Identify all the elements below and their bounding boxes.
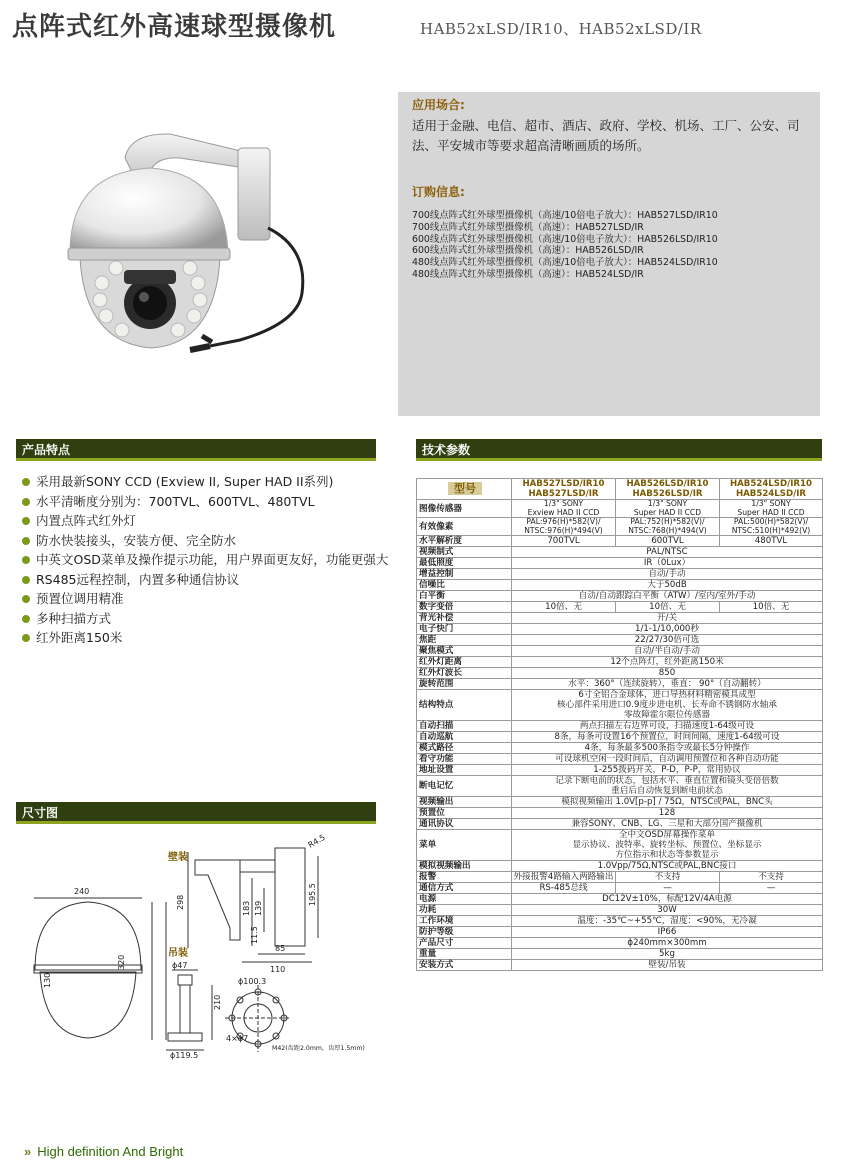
spec-row-label: 工作环境 [417, 916, 512, 927]
spec-row-label: 电子快门 [417, 624, 512, 635]
spec-row [417, 776, 823, 797]
spec-cell-line: 22/27/30倍可选 [634, 635, 700, 645]
spec-row-label: 模拟视频输出 [417, 861, 512, 872]
spec-row-value [512, 602, 616, 613]
spec-cell-line: 温度：-35℃~+55℃，湿度：<90%，无冷凝 [577, 916, 757, 926]
ordering-item: 480线点阵式红外球型摄像机（高速/10倍电子放大）：HAB524LSD/IR10 [412, 257, 718, 269]
double-chevron-icon: » [24, 1144, 32, 1159]
spec-cell-line: HAB527LSD/IR10 [522, 479, 605, 489]
spec-row-value [512, 732, 823, 743]
spec-row-label: 视频输出 [417, 797, 512, 808]
dim-139: 139 [254, 900, 263, 916]
ordering-item: 600线点阵式红外球型摄像机（高速）：HAB526LSD/IR [412, 245, 644, 257]
spec-row-value [512, 690, 823, 721]
spec-row-value [512, 765, 823, 776]
spec-row-value [512, 949, 823, 960]
spec-cell-line: 方位指示和状态等参数显示 [615, 850, 719, 860]
spec-cell-line: Exview HAD II CCD [527, 507, 600, 517]
spec-cell-line: 1.0Vpp/75Ω,NTSC或PAL,BNC接口 [597, 861, 737, 871]
spec-row-value [512, 754, 823, 765]
feature-item: 防水快装接头，安装方便、完全防水 [20, 531, 390, 551]
spec-row-value [512, 905, 823, 916]
spec-row-label: 图像传感器 [417, 500, 512, 518]
pendant-mount-label: 吊装 [168, 948, 188, 959]
page-title: 点阵式红外高速球型摄像机 [12, 12, 337, 42]
spec-row [417, 916, 823, 927]
dim-130: 130 [43, 972, 52, 988]
spec-row-label: 增益控制 [417, 569, 512, 580]
spec-row [417, 547, 823, 558]
spec-row [417, 536, 823, 547]
spec-cell-line: NTSC:510(H)*492(V) [731, 525, 811, 535]
application-heading: 应用场合: [412, 98, 465, 112]
spec-row [417, 894, 823, 905]
spec-cell-line: 700TVL [547, 536, 580, 546]
spec-row [417, 960, 823, 971]
spec-row [417, 808, 823, 819]
spec-cell-line: RS-485总线 [539, 883, 588, 893]
spec-row [417, 679, 823, 690]
spec-row-value [512, 558, 823, 569]
spec-row-value [720, 602, 823, 613]
spec-row [417, 657, 823, 668]
spec-row-value [512, 679, 823, 690]
spec-row [417, 732, 823, 743]
spec-row-value [616, 883, 720, 894]
spec-cell-line: 开/关 [656, 613, 678, 623]
spec-cell-line: NTSC:768(H)*494(V) [628, 525, 707, 535]
feature-item: 中英文OSD菜单及操作提示功能，用户界面更友好，功能更强大 [20, 550, 390, 570]
dim-11-5: 11.5 [250, 926, 259, 944]
spec-cell-line: 850 [658, 668, 676, 678]
spec-row-value [512, 500, 616, 518]
spec-row [417, 580, 823, 591]
spec-cell-line: 128 [658, 808, 676, 818]
wall-mount-label: 壁装 [168, 852, 188, 863]
spec-row [417, 624, 823, 635]
spec-cell-line: 外接报警4路输入两路输出 [513, 872, 614, 882]
spec-row-label: 地址设置 [417, 765, 512, 776]
dim-4x7: 4×ϕ7 [226, 1034, 249, 1043]
spec-row [417, 635, 823, 646]
spec-cell-line: 两点扫描左右边界可设，扫描速度1-64级可设 [579, 721, 755, 731]
spec-model-label [417, 479, 512, 500]
spec-cell-line: 600TVL [651, 536, 684, 546]
spec-row-value [512, 668, 823, 679]
spec-cell-line: 零故障霍尔限位传感器 [624, 710, 710, 720]
spec-model-column [512, 479, 616, 500]
application-text: 适用于金融、电信、超市、酒店、政府、学校、机场、工厂、公安、司法、平安城市等要求超高清晰画质的场所。 [412, 118, 800, 153]
ordering-heading: 订购信息: [412, 185, 465, 199]
spec-cell-line: 12个点阵灯，红外距离150米 [610, 657, 724, 667]
spec-row-value [720, 536, 823, 547]
spec-row-label: 模式路径 [417, 743, 512, 754]
spec-row-value [512, 916, 823, 927]
ordering-item: 600线点阵式红外球型摄像机（高速/10倍电子放大）：HAB526LSD/IR10 [412, 233, 718, 245]
dimension-drawing [20, 820, 390, 1065]
dim-85: 85 [275, 944, 286, 953]
spec-row-label: 旋转范围 [417, 679, 512, 690]
spec-row-label: 聚焦模式 [417, 646, 512, 657]
dim-r4-5: R4.5 [306, 832, 327, 850]
dim-m42: M42(齿距2.0mm，齿厚1.5mm) [272, 1045, 365, 1052]
spec-row-label: 通讯协议 [417, 819, 512, 830]
spec-row-value [616, 602, 720, 613]
specs-section-bar: 技术参数 [416, 439, 822, 461]
camera-product-image [40, 118, 370, 418]
spec-cell-line: 不支持 [654, 872, 681, 882]
spec-cell-line: — [663, 883, 672, 893]
spec-row-label: 有效像素 [417, 518, 512, 536]
spec-row [417, 646, 823, 657]
spec-cell-line: 10倍、无 [545, 602, 582, 612]
spec-row-label: 看守功能 [417, 754, 512, 765]
spec-cell-line: PAL/NTSC [646, 547, 688, 557]
spec-row-label: 背光补偿 [417, 613, 512, 624]
spec-row-value [512, 646, 823, 657]
spec-cell-line: HAB524LSD/IR [735, 489, 807, 499]
spec-row-label: 焦距 [417, 635, 512, 646]
spec-cell-line: HAB527LSD/IR [528, 489, 599, 499]
spec-row-value [512, 635, 823, 646]
spec-row-label: 红外灯距离 [417, 657, 512, 668]
dim-phi119-5: ϕ119.5 [170, 1051, 199, 1060]
spec-cell-line: 全中文OSD屏幕操作菜单 [618, 830, 716, 840]
spec-cell-line: 1/3" SONY [543, 499, 584, 508]
spec-cell-line: Super HAD II CCD [633, 507, 702, 517]
dimensions-section-bar: 尺寸图 [16, 802, 376, 824]
spec-cell-line: PAL:976(H)*582(V)/ [526, 517, 601, 526]
spec-cell-line: — [766, 883, 776, 893]
spec-cell-line: HAB526LSD/IR10 [626, 479, 709, 489]
features-list [20, 472, 390, 648]
spec-row-label: 菜单 [417, 830, 512, 861]
ordering-item: 480线点阵式红外球型摄像机（高速）：HAB524LSD/IR [412, 268, 644, 280]
spec-row-label: 防护等级 [417, 927, 512, 938]
spec-row-value [512, 536, 616, 547]
spec-row-label: 自动巡航 [417, 732, 512, 743]
feature-item: 红外距离150米 [20, 628, 390, 648]
spec-row-label: 白平衡 [417, 591, 512, 602]
spec-row-label: 信噪比 [417, 580, 512, 591]
spec-row-value [720, 500, 823, 518]
spec-row-value [720, 518, 823, 536]
spec-cell-line: 显示协议、波特率、旋转坐标、预置位、坐标显示 [572, 840, 762, 850]
spec-row-value [512, 819, 823, 830]
spec-model-column [616, 479, 720, 500]
spec-cell-line: PAL:752(H)*582(V)/ [630, 517, 705, 526]
spec-cell-line: 可设球机空闲一段时间后，自动调用预置位和各种自动功能 [555, 754, 779, 764]
spec-row [417, 569, 823, 580]
footer-tagline [24, 1144, 183, 1159]
spec-row-label: 预置位 [417, 808, 512, 819]
spec-cell-line: NTSC:976(H)*494(V) [524, 525, 603, 535]
spec-cell-line: PAL:500(H)*582(V)/ [733, 517, 809, 526]
spec-row-value [512, 883, 616, 894]
ordering-item: 700线点阵式红外球型摄像机（高速/10倍电子放大）：HAB527LSD/IR10 [412, 210, 718, 221]
dim-183: 183 [242, 900, 251, 916]
spec-row [417, 613, 823, 624]
spec-cell-line: 1/3" SONY [751, 499, 791, 508]
spec-row-value [616, 536, 720, 547]
spec-row-value [512, 743, 823, 754]
spec-cell-line: 480TVL [754, 536, 788, 546]
spec-cell-line: 水平：360°（连续旋转），垂直： 90°（自动翻转） [568, 679, 766, 689]
spec-cell-line: DC12V±10%，标配12V/4A电源 [602, 894, 732, 904]
spec-cell-line: 自动/手动 [648, 569, 686, 579]
spec-row-value [616, 500, 720, 518]
spec-row [417, 602, 823, 613]
spec-row-label: 重量 [417, 949, 512, 960]
spec-cell-line: IP66 [657, 927, 677, 937]
dim-240: 240 [74, 887, 90, 896]
spec-row-label: 断电记忆 [417, 776, 512, 797]
spec-model-label-text: 型号 [448, 482, 482, 495]
spec-cell-line: 记录下断电前的状态，包括水平、垂直位置和镜头变倍倍数 [555, 776, 779, 786]
spec-cell-line: 自动/自动跟踪白平衡（ATW）/室内/室外/手动 [578, 591, 756, 601]
spec-row-value [512, 569, 823, 580]
feature-item: 水平清晰度分别为：700TVL、600TVL、480TVL [20, 492, 390, 512]
spec-row-label: 报警 [417, 872, 512, 883]
spec-row-value [512, 547, 823, 558]
spec-cell-line: 兼容SONY、CNB、LG、三星和大部分国产摄像机 [571, 819, 763, 829]
spec-cell-line: 壁装/吊装 [648, 960, 686, 970]
spec-row-value [720, 883, 823, 894]
spec-row [417, 949, 823, 960]
spec-cell-line: 重启后自动恢复到断电前状态 [611, 786, 723, 796]
spec-cell-line: 模拟视频输出 1.0V[p-p] / 75Ω，NTSC或PAL，BNC头 [561, 797, 773, 807]
feature-item: 预置位调用精准 [20, 589, 390, 609]
spec-cell-line: 不支持 [758, 872, 784, 882]
spec-row [417, 765, 823, 776]
ordering-list [412, 210, 718, 281]
spec-row [417, 883, 823, 894]
spec-cell-line: HAB526LSD/IR [632, 489, 703, 499]
spec-row-value [512, 776, 823, 797]
spec-row-label: 最低照度 [417, 558, 512, 569]
spec-row-label: 功耗 [417, 905, 512, 916]
spec-row-value [512, 657, 823, 668]
spec-row [417, 743, 823, 754]
spec-row-value [512, 938, 823, 949]
footer-text: High definition And Bright [37, 1144, 184, 1159]
dim-phi100-3: ϕ100.3 [238, 977, 267, 986]
spec-row-value [512, 580, 823, 591]
spec-cell-line: 4条，每条最多500条指令或最长5分钟操作 [584, 743, 750, 753]
spec-row-label: 产品尺寸 [417, 938, 512, 949]
spec-cell-line: 1/3" SONY [647, 499, 688, 508]
feature-item: 内置点阵式红外灯 [20, 511, 390, 531]
spec-row [417, 819, 823, 830]
spec-row [417, 558, 823, 569]
spec-row [417, 797, 823, 808]
spec-cell-line: 5kg [659, 949, 675, 959]
spec-row [417, 927, 823, 938]
feature-item: RS485远程控制，内置多种通信协议 [20, 570, 390, 590]
spec-row-value [512, 518, 616, 536]
spec-row-value [616, 872, 720, 883]
spec-row [417, 518, 823, 536]
spec-row [417, 754, 823, 765]
spec-row-value [512, 624, 823, 635]
spec-row-value [512, 797, 823, 808]
spec-row-label: 通信方式 [417, 883, 512, 894]
spec-row [417, 905, 823, 916]
spec-row-label: 电源 [417, 894, 512, 905]
spec-table [416, 478, 823, 971]
spec-row-label: 自动扫描 [417, 721, 512, 732]
spec-row [417, 938, 823, 949]
spec-cell-line: 核心部件采用进口0.9度步进电机、长寿命不锈钢防水轴承 [557, 700, 777, 710]
spec-cell-line: HAB524LSD/IR10 [729, 479, 813, 489]
spec-row-label: 红外灯波长 [417, 668, 512, 679]
spec-row-value [512, 721, 823, 732]
spec-row-value [512, 591, 823, 602]
spec-row-label: 数字变倍 [417, 602, 512, 613]
spec-row [417, 591, 823, 602]
spec-cell-line: 10倍、无 [752, 602, 790, 612]
spec-row-value [512, 861, 823, 872]
spec-row-label: 结构特点 [417, 690, 512, 721]
spec-row [417, 721, 823, 732]
spec-cell-line: IR（0Lux） [643, 558, 691, 568]
spec-cell-line: 自动/半自动/手动 [634, 646, 700, 656]
feature-item: 多种扫描方式 [20, 609, 390, 629]
spec-row-value [512, 960, 823, 971]
dim-phi47: ϕ47 [172, 961, 188, 970]
spec-cell-line: ϕ240mm×300mm [627, 938, 707, 948]
spec-row [417, 872, 823, 883]
spec-row-value [512, 927, 823, 938]
ordering-item: 700线点阵式红外球型摄像机（高速）：HAB527LSD/IR [412, 221, 644, 233]
spec-cell-line: 30W [657, 905, 677, 915]
spec-cell-line: 1/1-1/10,000秒 [635, 624, 699, 634]
spec-model-column [720, 479, 823, 500]
feature-item: 采用最新SONY CCD (Exview II, Super HAD II系列) [20, 472, 390, 492]
spec-cell-line: 10倍、无 [649, 602, 686, 612]
dim-195-5: 195.5 [308, 883, 317, 906]
spec-row-label: 安装方式 [417, 960, 512, 971]
model-numbers: HAB52xLSD/IR10、HAB52xLSD/IR [420, 20, 702, 38]
spec-row [417, 830, 823, 861]
spec-row-value [720, 872, 823, 883]
dim-298: 298 [176, 894, 185, 910]
spec-row-label: 水平解析度 [417, 536, 512, 547]
spec-row [417, 500, 823, 518]
spec-cell-line: 大于50dB [647, 580, 687, 590]
spec-cell-line: 1-255拨码开关，P-D，P-P，常用协议 [593, 765, 741, 775]
spec-row-value [512, 872, 616, 883]
spec-row [417, 668, 823, 679]
dim-320: 320 [117, 954, 126, 970]
spec-row-value [512, 808, 823, 819]
dim-110: 110 [270, 965, 286, 974]
spec-row-value [512, 894, 823, 905]
spec-row-label: 视频制式 [417, 547, 512, 558]
dim-210: 210 [213, 994, 222, 1010]
spec-row-value [512, 613, 823, 624]
features-section-bar: 产品特点 [16, 439, 376, 461]
spec-cell-line: 8条，每条可设置16个预置位，时间间隔，速度1-64级可设 [554, 732, 780, 742]
spec-cell-line: 6寸全铝合金球体，进口导热材料精密模具成型 [578, 690, 756, 700]
spec-row-value [512, 830, 823, 861]
spec-row [417, 690, 823, 721]
spec-header-row [417, 479, 823, 500]
spec-row [417, 861, 823, 872]
spec-cell-line: Super HAD II CCD [737, 507, 805, 517]
spec-row-value [616, 518, 720, 536]
